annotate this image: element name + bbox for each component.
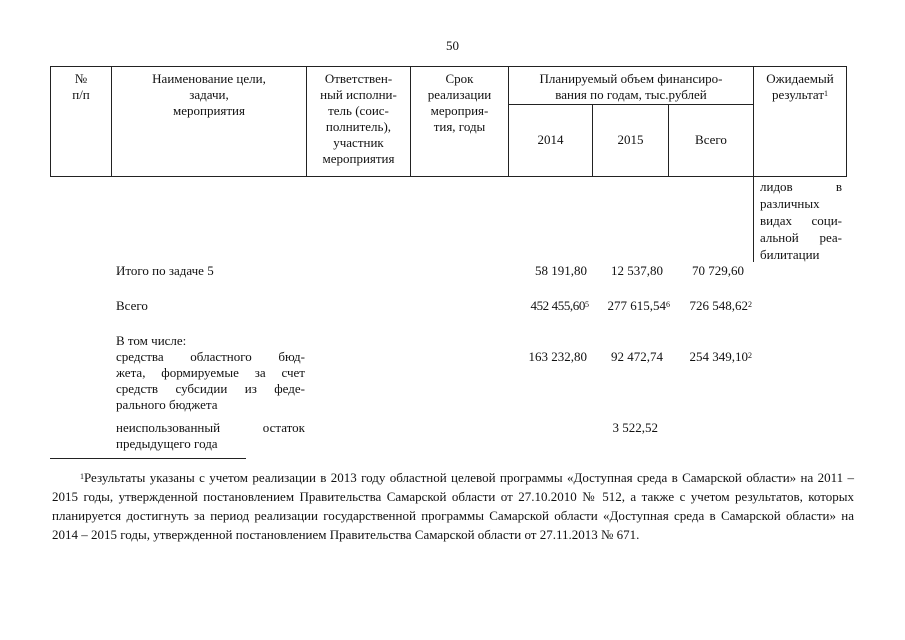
header-name: Наименование цели, задачи, мероприятия xyxy=(152,71,266,118)
including-2015: 92 472,74 xyxy=(611,349,663,364)
row-vsego-label: Всего xyxy=(116,298,148,313)
footnote: $^1$Результаты указаны с учетом реализации в 2013 году областной целевой программы «Доступная среда в Самарской области» на 2011 – 2015 годы, утвержденной постановлением Правительства Самарской области от 27.10.2010 № 512, а также с учетом результатов, которых планируется достигнуть за период реализации государственной программы Самарской области «Доступная среда в Самарской области» на 2014 – 2015 годы, утвержденной постановлением Правительства Самарской области от 27.11.2013 № 671. xyxy=(52,470,854,542)
row-vsego-total: 726 548,62$^2$ xyxy=(689,298,752,313)
including-total: 254 349,10$^2$ xyxy=(689,349,752,364)
header-term: Срок реализации мероприя- тия, годы xyxy=(427,71,492,134)
header-number: № п/п xyxy=(72,71,90,102)
header-financing: Планируемый объем финансиро- вания по годам, тыс.рублей xyxy=(539,71,723,102)
including-intro: В том числе: xyxy=(116,333,187,348)
remainder-label: неиспользованный остаток предыдущего года xyxy=(116,420,305,451)
page-number: 50 xyxy=(446,38,459,53)
result-text: лидов в различных видах соци- альной реа- билитации xyxy=(760,179,842,262)
row-vsego-2014: 452 455,60$^5$ xyxy=(530,298,589,313)
header-year-2015: 2015 xyxy=(617,132,644,147)
header-executor: Ответствен- ный исполни- тель (соис- полнитель), участник мероприятия xyxy=(320,71,397,166)
including-2014: 163 232,80 xyxy=(528,349,587,364)
row-itogo-2015: 12 537,80 xyxy=(611,263,663,278)
header-year-2014: 2014 xyxy=(537,132,564,147)
header-result: Ожидаемый результат$^1$ xyxy=(766,71,834,102)
header-total: Всего xyxy=(695,132,727,147)
remainder-2015: 3 522,52 xyxy=(612,420,658,435)
row-itogo-total: 70 729,60 xyxy=(692,263,744,278)
row-vsego-2015: 277 615,54$^6$ xyxy=(607,298,670,313)
row-itogo-label: Итого по задаче 5 xyxy=(116,263,214,278)
footnote-separator xyxy=(50,458,246,459)
row-itogo-2014: 58 191,80 xyxy=(535,263,587,278)
including-label: средства областного бюд- жета, формируемые за счет средств субсидии из феде- рального бюджета xyxy=(116,349,305,412)
